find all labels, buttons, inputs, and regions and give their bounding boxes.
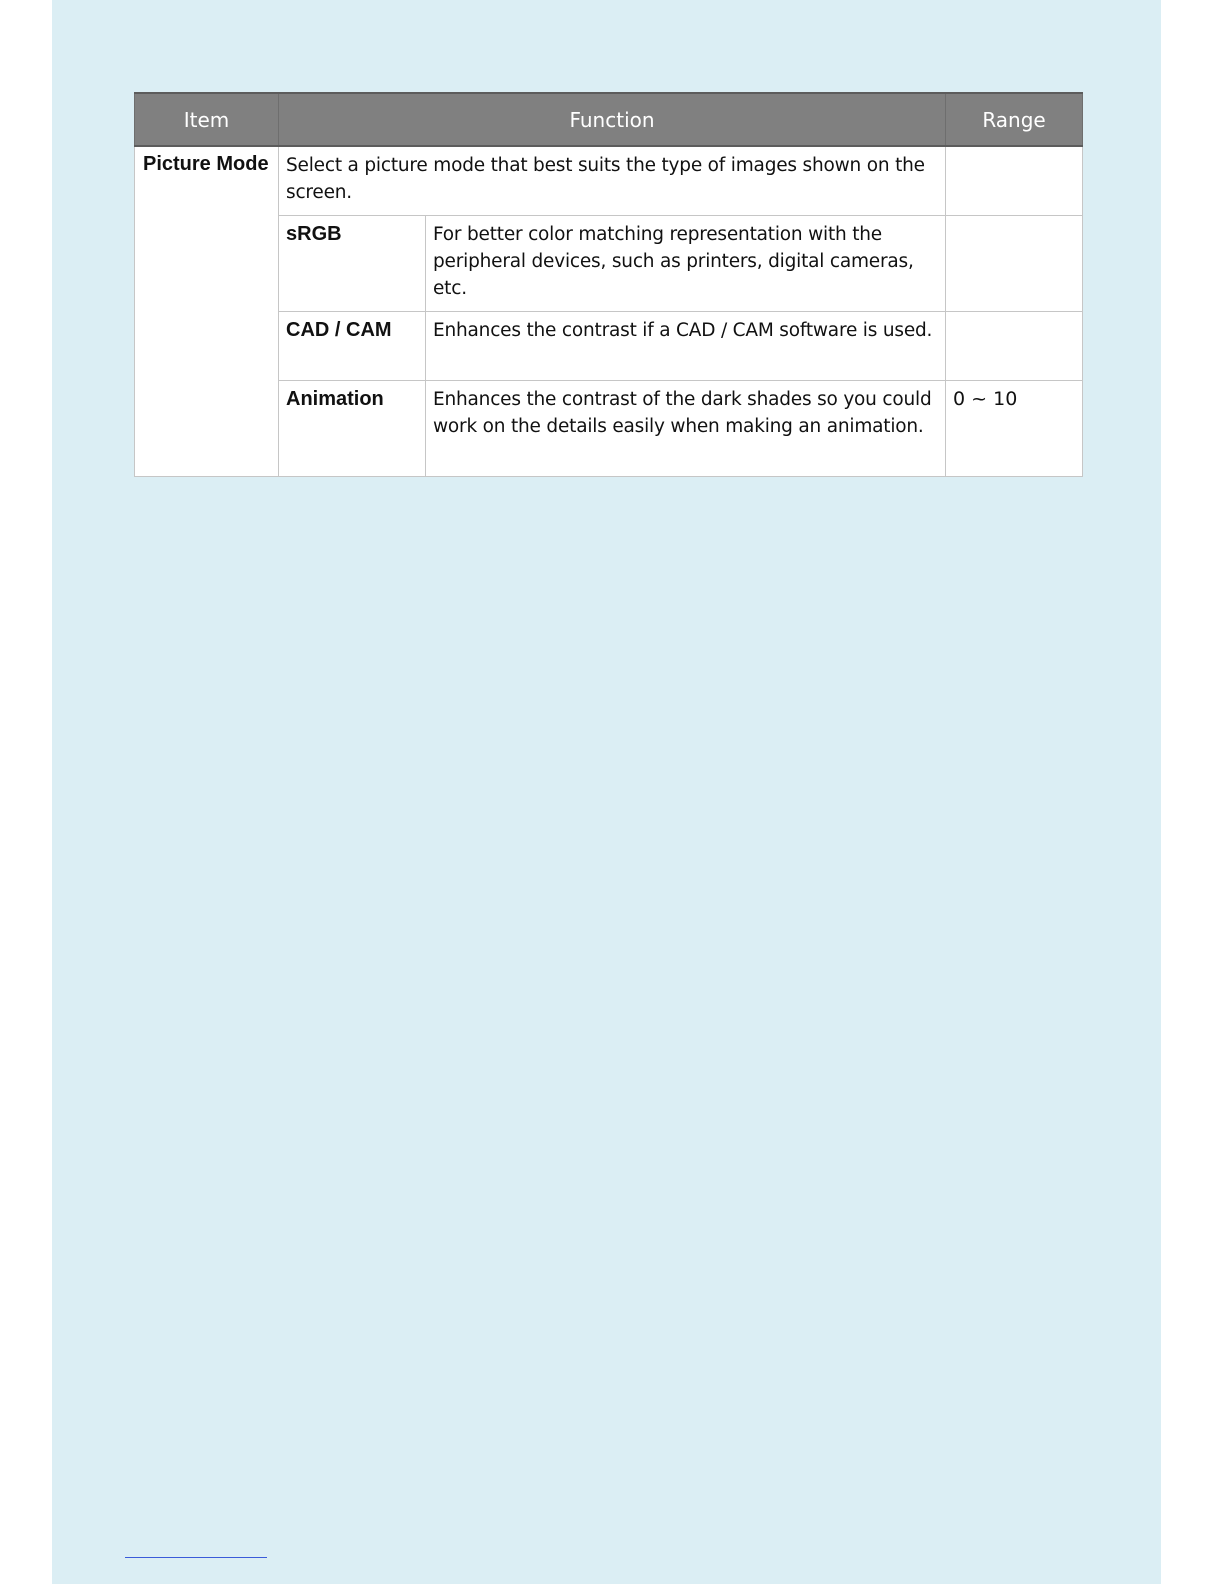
mode-name-cad-cam: CAD / CAM	[279, 311, 426, 380]
item-picture-mode: Picture Mode	[135, 146, 279, 476]
mode-range-srgb	[946, 215, 1083, 311]
header-item: Item	[135, 93, 279, 146]
mode-description-animation: Enhances the contrast of the dark shades so you could work on the details easily when making an animation.	[426, 380, 946, 476]
mode-range-animation: 0 ~ 10	[946, 380, 1083, 476]
mode-name-srgb: sRGB	[279, 215, 426, 311]
header-range: Range	[946, 93, 1083, 146]
picture-mode-range	[946, 146, 1083, 215]
table-row	[135, 146, 1083, 215]
picture-mode-description: Select a picture mode that best suits the type of images shown on the screen.	[279, 146, 946, 215]
picture-mode-table	[134, 92, 1083, 477]
header-function: Function	[279, 93, 946, 146]
footnote-divider	[125, 1557, 267, 1558]
mode-range-cad-cam	[946, 311, 1083, 380]
mode-description-srgb: For better color matching representation with the peripheral devices, such as printers, digital cameras, etc.	[426, 215, 946, 311]
mode-name-animation: Animation	[279, 380, 426, 476]
mode-description-cad-cam: Enhances the contrast if a CAD / CAM software is used.	[426, 311, 946, 380]
table-header-row	[135, 93, 1083, 146]
